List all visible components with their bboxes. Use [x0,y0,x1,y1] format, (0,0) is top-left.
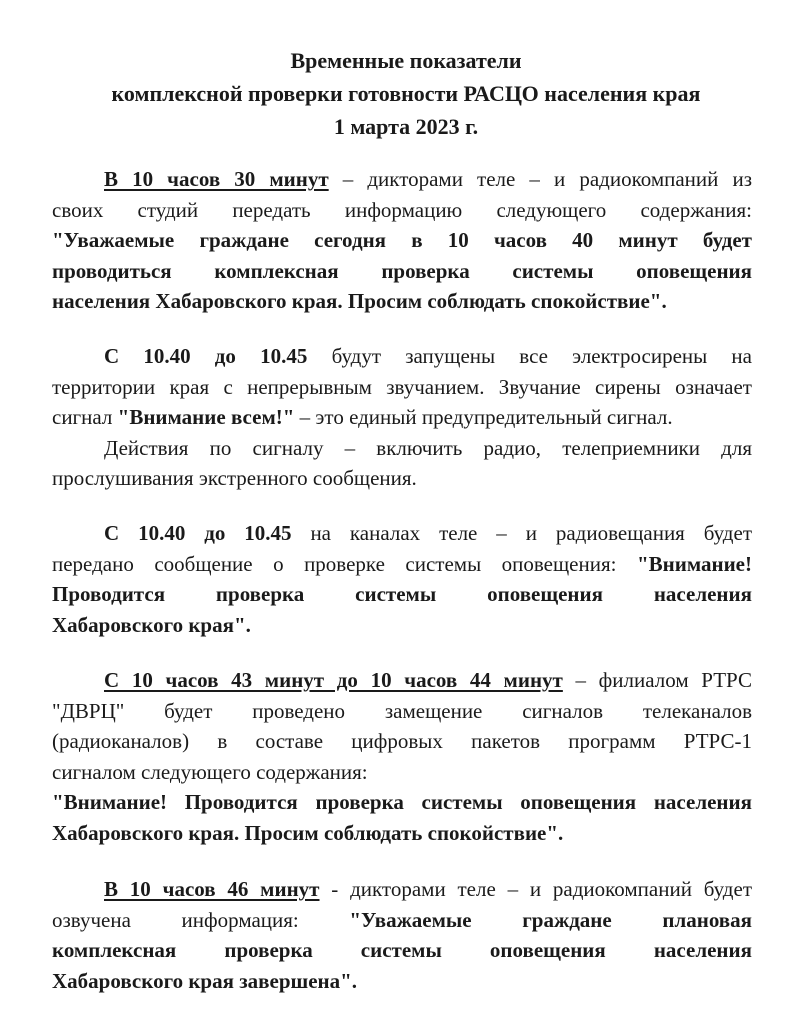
p5-line-1 [52,874,752,905]
p1-line-1 [52,164,752,195]
p5-time: В 10 часов 46 минут [104,877,320,901]
p3-line-2-b: "Внимание! [636,551,752,576]
paragraph-5 [52,874,752,996]
p3-line-3-text: Проводится проверка системы оповещения населения [52,582,752,606]
p3-line-1 [52,518,752,549]
title-line-3: 1 марта 2023 г. [333,114,479,139]
p5-line-3-text: комплексная проверка системы оповещения населения [52,938,752,962]
paragraph-1 [52,164,752,317]
p5-line-1-text: - дикторами теле – и радиокомпаний будет [319,877,752,901]
p4-line-1 [52,665,752,696]
title-line-1: Временные показатели [290,48,522,73]
p2-line-3-a: сигнал [52,405,118,429]
p4-line-1-text: – филиалом РТРС [562,668,752,692]
paragraph-3 [52,518,752,640]
p2-line-3 [52,402,752,433]
p1-line-3-text: "Уважаемые граждане сегодня в 10 часов 40 минут будет [52,228,752,252]
p1-line-2: своих студий передать информацию следующего содержания: [52,197,752,222]
p3-line-4-text: Хабаровского края". [52,612,251,637]
p1-line-5 [52,286,752,317]
p4-line-6-text: Хабаровского края. Просим соблюдать спокойствие". [52,820,564,845]
p4-time: С 10 часов 43 минут до 10 часов 44 минут [104,668,563,692]
p1-line-3 [52,225,752,256]
p2-line-5: прослушивания экстренного сообщения. [52,466,417,490]
p5-line-2-a: озвучена информация: [52,907,350,932]
p4-line-4: сигналом следующего содержания: [52,759,368,784]
p2-line-1-text: будут запущены все электросирены на [307,344,752,368]
p4-line-6 [52,818,752,849]
title-line-2: комплексной проверки готовности РАСЦО населения края [111,81,701,106]
p3-time: С 10.40 до 10.45 [104,521,292,545]
p1-line-4-text: проводиться комплексная проверка системы оповещения [52,258,752,283]
p2-line-1 [52,341,752,372]
document-title [0,44,812,143]
p4-line-5-text: "Внимание! Проводится проверка системы оповещения населения [52,790,752,814]
p1-time: В 10 часов 30 минут [104,167,329,191]
p3-line-2-a: передано сообщение о проверке системы оповещения: [52,551,637,576]
p5-line-4 [52,966,752,997]
p5-line-2-b: "Уважаемые граждане плановая [349,907,753,932]
p1-line-4 [52,256,752,287]
p2-time: С 10.40 до 10.45 [104,344,308,368]
p2-line-4: Действия по сигналу – включить радио, телеприемники для [104,435,752,460]
p3-line-4 [52,610,752,641]
p1-line-5-text: населения Хабаровского края. Просим соблюдать спокойствие". [52,289,667,313]
p4-line-2: "ДВРЦ" будет проведено замещение сигналов телеканалов [52,698,752,723]
p3-line-2 [52,549,752,580]
p2-line-3-c: – это единый предупредительный сигнал. [294,405,673,429]
p5-line-4-text: Хабаровского края завершена". [52,968,358,993]
paragraph-4 [52,665,752,848]
p4-line-5 [52,787,752,818]
p2-signal: "Внимание всем!" [117,405,295,429]
p5-line-2 [52,905,752,936]
p5-line-3 [52,935,752,966]
p1-line-1-text: – дикторами теле – и радиокомпаний из [328,167,752,191]
paragraph-2 [52,341,752,494]
p3-line-1-text: на каналах теле – и радиовещания будет [291,521,752,545]
p3-line-3 [52,579,752,610]
p2-line-2: территории края с непрерывным звучанием. Звучание сирены означает [52,374,752,399]
p4-line-3: (радиоканалов) в составе цифровых пакетов программ РТРС-1 [52,729,752,753]
